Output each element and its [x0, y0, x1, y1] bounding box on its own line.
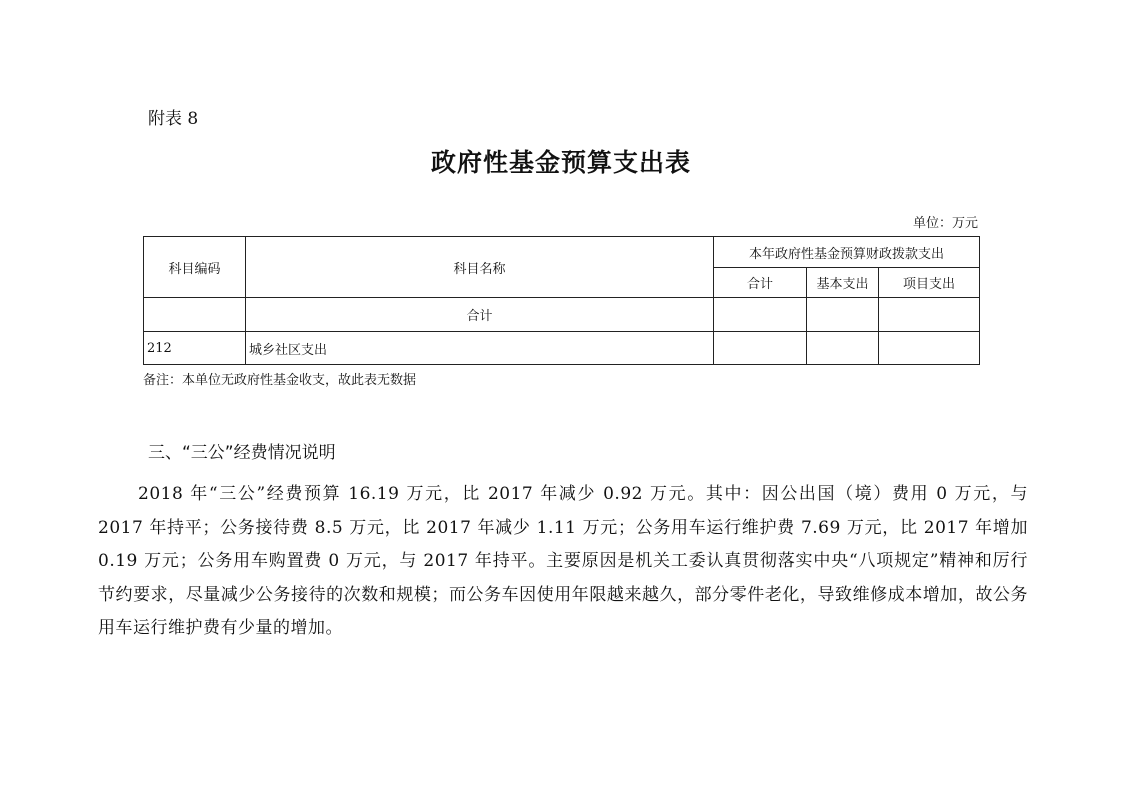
body-paragraph: 2018 年“三公”经费预算 16.19 万元，比 2017 年减少 0.92 万元。其中：因公出国（境）费用 0 万元，与 2017 年持平；公务接待费 8.5 万元，比 2017 年减少 1.11 万元；公务用车运行维护费 7.69 万元，比 2017 年增加 0.19 万元；公务用车购置费 0 万元，与 2017 年持平。主要原因是机关工委认真贯彻落实中央“八项规定”精神和厉行节约要求，尽量减少公务接待的次数和规模；而公务车因使用年限越来越久，部分零件老化，导致维修成本增加，故公务用车运行维护费有少量的增加。 — [98, 484, 1028, 638]
total-label-cell: 合计 — [246, 298, 714, 332]
row-code-cell: 212 — [144, 332, 246, 365]
table-total-row — [144, 298, 980, 332]
table-row — [144, 332, 980, 365]
total-total-cell — [714, 298, 807, 332]
total-project-cell — [879, 298, 980, 332]
row-name-cell: 城乡社区支出 — [246, 332, 714, 365]
budget-table — [143, 236, 980, 365]
header-code: 科目编码 — [144, 237, 246, 298]
row-basic-cell — [807, 332, 879, 365]
row-total-cell — [714, 332, 807, 365]
header-total: 合计 — [714, 268, 807, 298]
header-basic: 基本支出 — [807, 268, 879, 298]
header-name: 科目名称 — [246, 237, 714, 298]
total-code-cell — [144, 298, 246, 332]
table-header-row — [144, 237, 980, 268]
total-basic-cell — [807, 298, 879, 332]
unit-label: 单位：万元 — [912, 216, 978, 231]
section-title: 三、“三公”经费情况说明 — [148, 443, 336, 463]
row-project-cell — [879, 332, 980, 365]
header-project: 项目支出 — [879, 268, 980, 298]
table-note: 备注：本单位无政府性基金收支，故此表无数据 — [143, 373, 417, 388]
header-group: 本年政府性基金预算财政拨款支出 — [714, 237, 980, 268]
page-title: 政府性基金预算支出表 — [430, 148, 691, 177]
attachment-label: 附表 8 — [148, 109, 199, 129]
